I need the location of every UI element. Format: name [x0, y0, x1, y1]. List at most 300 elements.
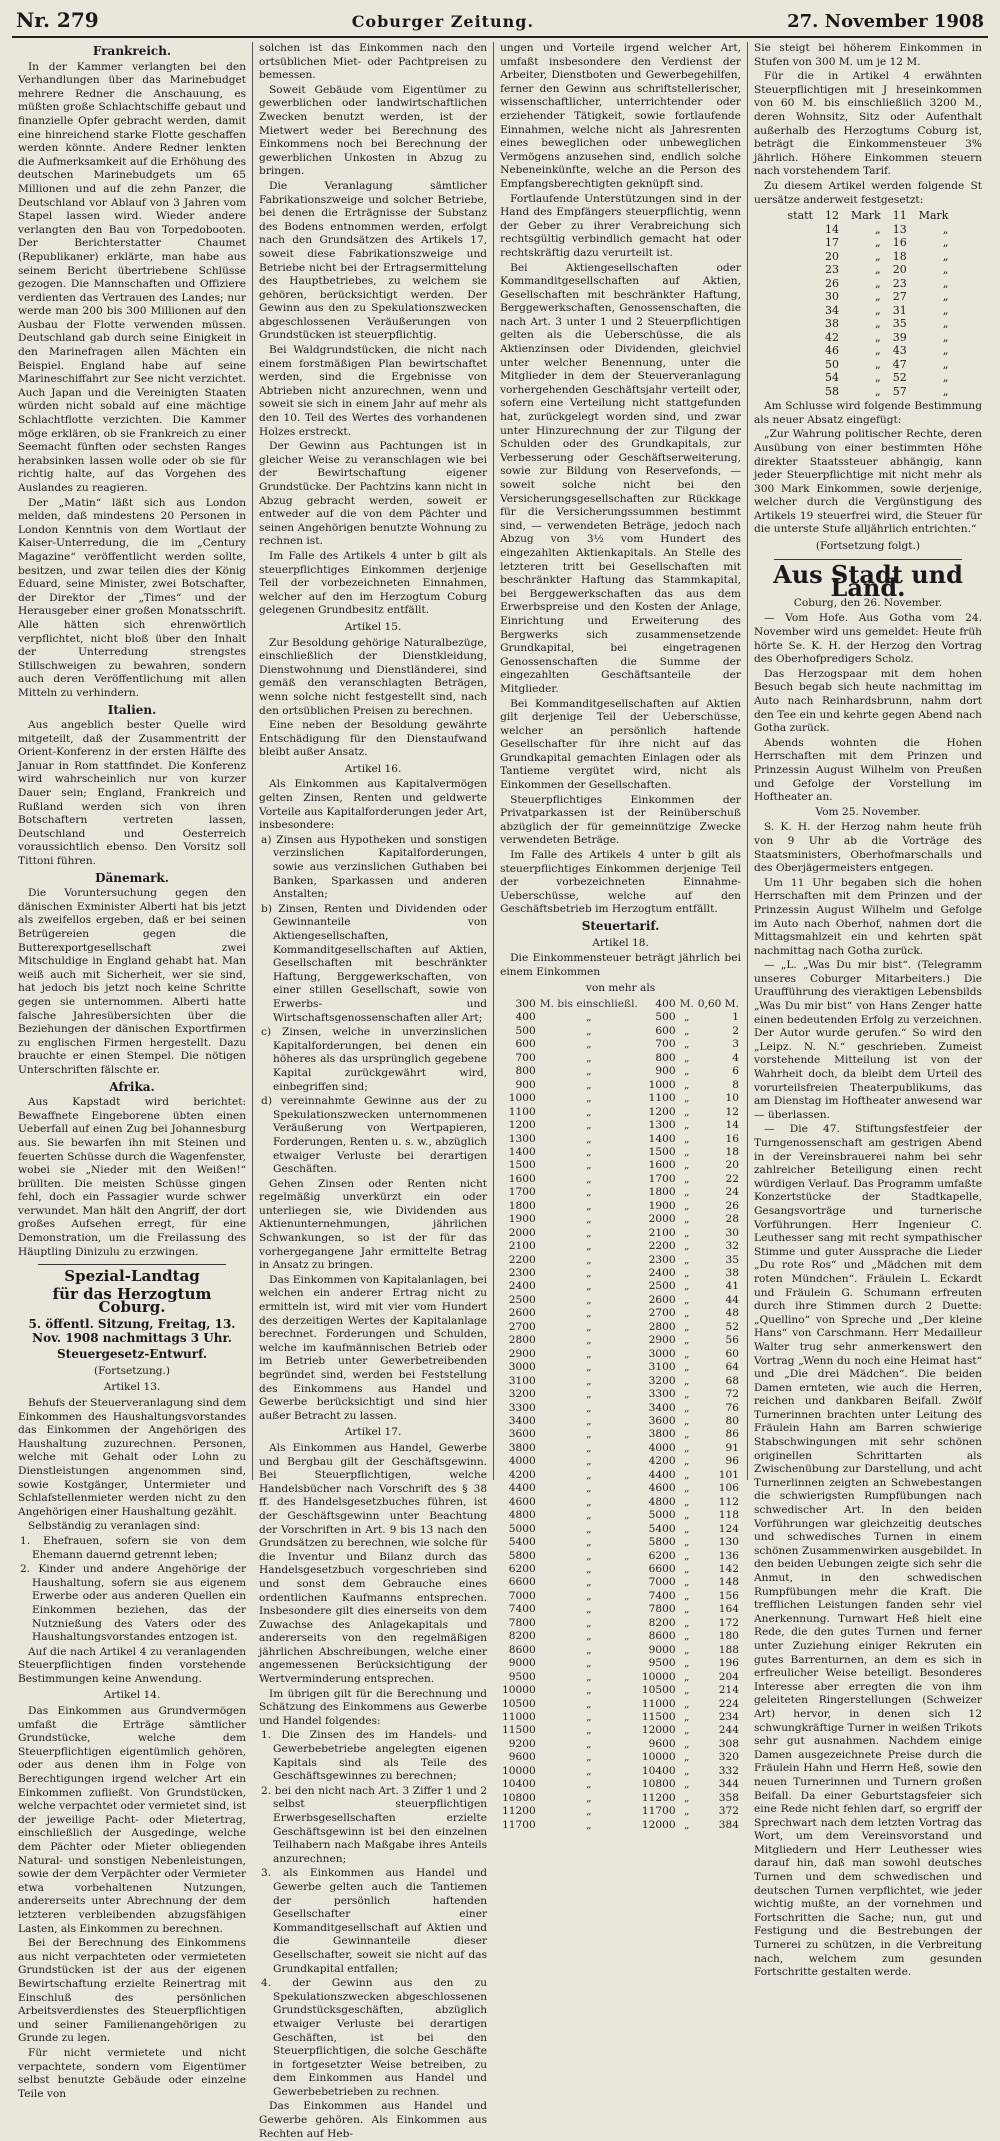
tariff-unit: „: [683, 1657, 690, 1670]
list-item: 1. Die Zinsen des im Handels- und Gewerbebetriebe angelegten eigenen Kapitals sind als Teile des Geschäftsgewinnes zu berechnen;: [261, 1729, 488, 1783]
tariff-to: 4800: [648, 1495, 676, 1508]
list-item: 2. Kinder und andere Angehörige der Haushaltung, sofern sie aus eigenem Erwerbe oder aus anderen Quellen ein Einkommen beziehen, das der Nutznießung des Vaters oder des Haushaltungsvorstandes entzogen ist.: [20, 1563, 247, 1644]
tariff-unit: „: [683, 1078, 690, 1091]
paragraph: Für nicht vermietete und nicht verpachtete, sondern vom Eigentümer selbst benutzte Gebäude oder einzelne Teile von: [18, 2046, 247, 2100]
paragraph: Fortlaufende Unterstützungen sind in der Hand des Empfängers steuerpflichtig, wenn der Geber zu ihrer Verabreichung sich rechtsgültig verbindlich gemacht hat oder rechtskräftig dazu verurteilt ist.: [500, 192, 741, 259]
tariff-from: 10800: [502, 1791, 536, 1804]
tariff-to: 2200: [648, 1240, 676, 1253]
tariff-from: 3100: [508, 1374, 536, 1387]
tariff-unit: „: [683, 1213, 690, 1226]
tariff-to: 4600: [648, 1482, 676, 1495]
rates-table: [782, 209, 955, 398]
tariff-unit: „: [586, 1320, 592, 1333]
rates-row: [782, 304, 955, 318]
tariff-unit: „: [683, 1670, 690, 1683]
tariff-to: 6600: [648, 1563, 676, 1575]
tariff-to: 2300: [648, 1253, 676, 1266]
tariff-to: 1800: [648, 1186, 676, 1199]
rates-unit: „: [875, 276, 881, 290]
rates-label: statt: [787, 209, 813, 223]
tariff-from: 3000: [508, 1361, 536, 1374]
rates-label: [782, 250, 819, 264]
tariff-from: 2000: [508, 1226, 536, 1239]
rates-old: 12: [824, 209, 839, 223]
tariff-unit: „: [586, 1751, 592, 1764]
column-3: [494, 42, 748, 1831]
tariff-from: 1300: [508, 1132, 536, 1145]
tariff-unit: „: [586, 1119, 592, 1132]
rates-unit: „: [875, 249, 881, 263]
paragraph: Das Einkommen aus Handel und Gewerbe gehören. Als Einkommen aus Rechten auf Heb-: [259, 2100, 488, 2140]
tariff-unit: „: [683, 1468, 690, 1481]
paragraph: Das Einkommen aus Grundvermögen umfaßt die Erträge sämtlicher Grundstücke, welche dem Steuerpflichtigen eigentümlich gehören, oder aus denen ihm in Folge von Berechtigungen irgend welcher Art ein Einkommen zufließt. Von Grundstücken, welche verpachtet oder vermietet sind, ist der jeweilige Pacht- oder Mietertrag, einschließlich der Ausgedinge, welche dem Pächter oder Mieter obliegenden Natural- und sonstigen Nebenleistungen, sowie der dem Verpächter oder Vermieter etwa vorbehaltenen Nutzungen, andererseits unter Abrechnung der dem letzteren verbleibenden abzugsfähigen Lasten, als Einkommen zu berechnen.: [18, 1705, 247, 1935]
tariff-unit: „: [683, 1428, 690, 1441]
tariff-unit: „: [683, 1011, 690, 1024]
rates-old: 14: [824, 222, 839, 236]
tariff-row: [500, 1079, 741, 1092]
tariff-from: 300: [515, 997, 536, 1010]
tariff-row: [500, 1173, 741, 1186]
tariff-row: [500, 1348, 741, 1361]
heading-daenemark: Dänemark.: [95, 870, 169, 885]
tariff-tax: 18: [725, 1145, 739, 1158]
rates-label: [782, 385, 819, 399]
tariff-unit: „: [586, 1643, 592, 1656]
tariff-row: [500, 1186, 741, 1199]
paragraph: solchen ist das Einkommen nach den ortsüblichen Miet- oder Pachtpreisen zu bemessen.: [259, 42, 488, 82]
tariff-tax: 32: [725, 1240, 739, 1253]
rates-unit: „: [875, 303, 881, 317]
rates-unit: „: [942, 249, 949, 263]
rates-label: [782, 304, 819, 318]
rates-row: [782, 358, 955, 372]
tariff-tax: 320: [718, 1751, 739, 1764]
tariff-tax: 41: [725, 1280, 739, 1293]
tariff-unit: „: [586, 1441, 592, 1454]
tariff-unit: „: [586, 1482, 592, 1495]
tariff-tax: 204: [718, 1670, 739, 1683]
tariff-unit: „: [586, 1374, 592, 1387]
tariff-from: 2800: [508, 1334, 536, 1347]
paragraph: Das Einkommen von Kapitalanlagen, bei welchen ein anderer Ertrag nicht zu ermitteln ist, wird mit vier vom Hundert des derzeitigen Wertes der Kapitalanlage berechnet. Forderungen und Schulden, welche im kaufmännischen Betrieb oder im Betrieb unter Gewerbetreibenden begründet sind, werden bei Feststellung des Einkommens aus Handel und Gewerbe berücksichtigt und sind hier außer Betracht zu lassen.: [259, 1273, 488, 1422]
rates-unit: „: [942, 222, 949, 236]
tariff-row: [500, 1455, 741, 1468]
tariff-to: 10000: [641, 1670, 676, 1683]
tariff-unit: „: [586, 1630, 592, 1643]
tariff-tax: 35: [725, 1253, 739, 1266]
rates-row: [782, 385, 955, 399]
tariff-to: 2900: [648, 1334, 676, 1347]
tariff-tax: 30: [725, 1226, 739, 1239]
tariff-to: 400: [655, 997, 676, 1010]
tariff-from: 3200: [508, 1388, 536, 1401]
tariff-unit: „: [683, 1401, 690, 1414]
rates-label: [782, 277, 819, 291]
tariff-unit: „: [683, 1710, 690, 1723]
tariff-to: 4400: [648, 1468, 676, 1481]
tariff-row: [500, 1751, 741, 1764]
tariff-unit: „: [683, 1509, 690, 1522]
tariff-from: 2700: [508, 1320, 536, 1333]
tariff-tax: 124: [718, 1522, 739, 1535]
tariff-unit: „: [683, 1536, 690, 1549]
tariff-unit: „: [683, 1361, 690, 1374]
paragraph: Bei Aktiengesellschaften oder Kommanditgesellschaften auf Aktien, Gesellschaften mit beschränkter Haftung, Berggewerkschaften, Genossenschaften, die nach Art. 3 unter 1 und 2 Steuerpflichtigen gelten als die Ueberschüsse, die als Aktienzinsen oder Dividenden, gleichviel unter welcher Benennung, unter die Mitglieder in dem der Steuerveranlagung vorhergehenden Geschäftsjahr verteilt oder, sofern eine Verteilung nicht stattgefunden hat, zurückgelegt worden sind, und zwar unter Hinzurechnung der zur Tilgung der Schulden oder des Grundkapitals, zur Verbesserung oder Geschäftserweiterung, sowie zur Bildung von Reservefonds, — soweit solche nicht bei den Versicherungsgesellschaften zur Rückkage für die Versicherungssummen bestimmt sind, — verwendeten Beträge, jedoch nach Abzug von 3½ vom Hundert des eingezahlten Aktienkapitals. An Stelle des letzteren tritt bei Gesellschaften mit beschränkter Haftung das Stammkapital, bei Berggewerkschaften das aus dem Erwerbspreise und den Kosten der Anlage, Einrichtung und Erweiterung des Bergwerks sich zusammensetzende Grundkapital, bei eingetragenen Genossenschaften die Summe der eingezahlten Geschäftsanteile der Mitglieder.: [500, 261, 741, 695]
paragraph: Der Gewinn aus Pachtungen ist in gleicher Weise zu veranschlagen wie bei der Bewirtschaftung eigener Grundstücke. Der Pachtzins kann nicht in Abzug gebracht werden, soweit er entweder auf die von dem Pächter und seinen Angehörigen benutzte Wohnung zu rechnen ist.: [259, 440, 488, 548]
tariff-unit: „: [586, 1536, 592, 1549]
tariff-unit: „: [586, 1455, 592, 1468]
tariff-unit: „: [683, 1482, 690, 1495]
tariff-unit: „: [683, 1415, 690, 1428]
tariff-from: 2300: [508, 1267, 536, 1280]
tariff-to: 1100: [648, 1092, 676, 1105]
tariff-from: 1100: [508, 1105, 536, 1118]
tariff-unit: „: [683, 1320, 690, 1333]
paragraph: Eine neben der Besoldung gewährte Entschädigung für den Dienstaufwand bleibt außer Ansatz.: [259, 719, 488, 759]
paragraph: Aus angeblich bester Quelle wird mitgeteilt, daß der Zusammentritt der Orient-Konferenz in der ersten Hälfte des Januar in Rom stattfindet. Die Konferenz wird wahrscheinlich nur von kurzer Dauer sein; England, Frankreich und Rußland werden sich von ihren Botschaftern vertreten lassen, Deutschland und Oesterreich voraussichtlich ebenso. Den Vorsitz soll Tittoni führen.: [18, 719, 247, 868]
rates-old: 38: [824, 317, 839, 331]
continuation-note: (Fortsetzung folgt.): [815, 540, 921, 553]
masthead: [12, 8, 988, 38]
tariff-row: [500, 1254, 741, 1267]
landtag-subtitle: für das Herzogtum Coburg.: [52, 1284, 212, 1317]
tariff-unit: „: [683, 1630, 690, 1643]
tariff-row: [500, 1523, 741, 1536]
tariff-to: 5400: [648, 1522, 676, 1535]
tariff-row: [500, 1698, 741, 1711]
tariff-row: [500, 1428, 741, 1441]
rates-old: 26: [824, 276, 839, 290]
tariff-row: [500, 1819, 741, 1832]
tariff-tax: 3: [732, 1038, 739, 1051]
tariff-row: [500, 1240, 741, 1253]
tariff-from: 5000: [508, 1522, 536, 1535]
tariff-unit: „: [586, 1549, 592, 1562]
tariff-from: 4400: [508, 1482, 536, 1495]
paragraph: ungen und Vorteile irgend welcher Art, umfaßt insbesondere den Verdienst der Arbeiter, Dienstboten und Gewerbegehilfen, ferner den Gewinn aus schriftstellerischer, wissenschaftlicher, unterrichtender oder erziehender Tätigkeit, sowie fortlaufende Einnahmen, welche nicht als Jahresrenten eines beweglichen oder unbeweglichen Vermögens anzusehen sind, endlich solche Nebeneinkünfte, welche an die Person des Empfangsberechtigten geknüpft sind.: [500, 42, 741, 190]
tariff-unit: „: [683, 1818, 690, 1831]
tariff-unit: „: [586, 1791, 592, 1804]
tariff-unit: „: [586, 1267, 592, 1280]
rates-unit: „: [875, 236, 881, 250]
tariff-tax: 384: [718, 1818, 739, 1831]
tariff-row: [500, 1334, 741, 1347]
tariff-tax: 24: [725, 1186, 739, 1199]
tariff-tax: 130: [718, 1536, 739, 1549]
tariff-from: 800: [515, 1065, 536, 1078]
tariff-header: von mehr als: [585, 982, 656, 995]
tariff-tax: 80: [725, 1415, 739, 1428]
tariff-unit: „: [683, 1119, 690, 1132]
tariff-row: [500, 1200, 741, 1213]
rates-new: 47: [892, 357, 907, 371]
tariff-tax: 72: [725, 1388, 739, 1401]
paragraph: Im Falle des Artikels 4 unter b gilt als steuerpflichtiges Einkommen derjenige Teil der vorbezeichneten Einnahme-Ueberschüsse, welche auf den Geschäftsbetrieb im Herzogtum entfällt.: [500, 849, 741, 916]
tariff-unit: „: [683, 1186, 690, 1199]
tariff-to: 3200: [648, 1374, 676, 1387]
tariff-tax: 28: [725, 1213, 739, 1226]
rates-new: 31: [892, 303, 907, 317]
rates-unit: „: [942, 330, 949, 344]
tariff-to: 900: [655, 1065, 676, 1078]
paragraph: — Die 47. Stiftungsfestfeier der Turngenossenschaft am gestrigen Abend in der Vereinsbrauerei nahm bei sehr zahlreicher Beteiligung einen recht würdigen Verlauf. Das Programm umfaßte Konzertstücke der Stadtkapelle, Gesangsvorträge und turnerische Vorführungen. Herr Ingenieur C. Leuthesser sang mit recht sympathischer Stimme und guter Aussprache die Lieder „Du rote Ros“ und „Mädchen mit dem roten Mündchen“. Fräulein L. Eckardt und Fräulein G. Schumann erfreuten durch ihre Stimmen durch 2 Duette: „Quellino“ von Spreche und „Der kleine Hans“ von Carschmann. Herr Medailleur Walter trug sehr anmerkenswert den Vortrag „Wenn du noch eine Heimat hast“ und „Die drei Mädchen“. Die beiden Damen ernteten, wie auch die Herren, reichen und dankbaren Beifall. Zwölf Turnerinnen brachten unter Leitung des Fräulein Hahn am Barren schwierige Stabschwingungen mit sehr schönen originellen Schrittarten als Zwischenübung zur Darstellung, und acht Turnerlinnen zeigten an Schwebestangen die schwierigsten Rumpfübungen nach schwedischer Art. In den beiden Vorführungen war gleichzeitig deutsches und schwedisches Turnen in einem schönen Zusammenwirken ausgebildet. In den beiden Uebungen zeigte sich sehr die Anmut, in den schwedischen Rumpfübungen mehr die Kraft. Die trefflichen Leistungen fanden sehr viel Anerkennung. Turnwart Heß hielt eine Rede, die den gutes Turnen und ferner unter Zuziehung einiger Rekruten ein gutes Barrenturnen, an dem es sich in erfreulicher Weise beteiligt. Besonderes Interesse aber erregten die von ihm geleiteten Ringerstellungen (Schweizer Art) hervor, in denen sich 12 schwungkräftige Turner in weißen Trikots sehr gut ausnahmen. Nachdem einige Damen ausgezeichnete Preise durch die Fräulein Hahn und Herrn Heß, sowie den neuen Turnerinnen und Turnern großen Beifall. Da einer Geburtstagsfeier sich eine Rede nicht fehlen darf, so ergriff der Sprechwart nach dem letzten Vortrag das Wort, um dem Vereinsvorstand und Mitgliedern und Herr Leuthesser wies darauf hin, daß man sowohl deutsches Turnen und dem schwedischen und deutschen Turnen verpflichtet, wie jeder wichtig mußte, an der vornehmen und Fortschritten die Sache; nun, gut und Festigung und die Bestrebungen der Turnerei zu schützen, in die Verbreitung nach, welchem zum gesunden Fortschritte gestalten werde.: [753, 1123, 982, 1979]
rates-label: [782, 344, 819, 358]
tariff-unit: „: [586, 1684, 592, 1697]
rates-label: [782, 223, 819, 237]
tariff-to: 11500: [641, 1710, 676, 1723]
paragraph: Das Herzogspaar mit dem hohen Besuch begab sich heute nachmittag im Auto nach Reinhardsbrunn, nahm dort den Tee ein und kehrte gegen Abend nach Gotha zurück.: [753, 667, 982, 735]
tariff-from: 1800: [508, 1199, 536, 1212]
rates-unit: „: [942, 357, 949, 371]
local-news-title: Aus Stadt und Land.: [773, 559, 963, 603]
tariff-from: 2500: [508, 1293, 536, 1306]
tariff-from: 10400: [502, 1778, 536, 1791]
rates-old: 50: [824, 357, 839, 371]
tariff-tax: 214: [718, 1684, 739, 1697]
tariff-tax: 64: [725, 1361, 739, 1374]
paragraph: Aus Kapstadt wird berichtet: Bewaffnete Eingeborene übten einen Ueberfall auf einen Zug bei Johannesburg aus. Sie bewarfen ihn mit Steinen und feuerten Schüsse durch die Wagenfenster, wobei sie „Nieder mit den Weißen!“ brüllten. Die meisten Schüsse gingen fehl, doch ein Passagier wurde schwer verwundet. Man hält den Angriff, der dort großes Aufsehen erregt, für eine Demonstration, um die Freilassung des Häuptling Dinizulu zu erzwingen.: [18, 1096, 247, 1258]
tariff-unit: „: [586, 1105, 592, 1118]
tariff-row: [500, 1711, 741, 1724]
tariff-to: 5000: [648, 1509, 676, 1522]
tariff-to: 7400: [648, 1589, 676, 1602]
tariff-tax: 6: [732, 1065, 739, 1078]
tariff-from: 1400: [508, 1145, 536, 1158]
tariff-row: [500, 1805, 741, 1818]
tariff-from: 8200: [508, 1630, 536, 1643]
tariff-unit: „: [586, 1603, 592, 1616]
tariff-unit: „: [683, 1724, 690, 1737]
tariff-row: [500, 1563, 741, 1576]
tariff-row: [500, 1590, 741, 1603]
tariff-unit: „: [683, 1347, 690, 1360]
landtag-session: 5. öffentl. Sitzung, Freitag, 13. Nov. 1908 nachmittags 3 Uhr.: [28, 1317, 236, 1345]
heading-afrika: Afrika.: [109, 1079, 155, 1094]
tariff-from: 10000: [502, 1764, 536, 1777]
tariff-unit: „: [683, 1576, 690, 1589]
rates-unit: „: [942, 276, 949, 290]
tariff-from: 11700: [502, 1818, 536, 1831]
tariff-to: 10500: [641, 1684, 676, 1697]
tariff-unit: „: [683, 1603, 690, 1616]
tariff-to: 600: [655, 1024, 676, 1037]
tariff-unit: „: [683, 1199, 690, 1212]
tariff-tax: 180: [718, 1630, 739, 1643]
tariff-from: 1600: [508, 1172, 536, 1185]
rates-new: 20: [892, 263, 907, 277]
paragraph: Im übrigen gilt für die Berechnung und Schätzung des Einkommens aus Gewerbe und Handel folgendes:: [259, 1687, 488, 1727]
divider: [38, 1264, 226, 1265]
tariff-to: 4200: [648, 1455, 676, 1468]
tariff-tax: 16: [725, 1132, 739, 1145]
tariff-to: 2600: [648, 1293, 676, 1306]
tariff-unit: „: [586, 1805, 592, 1818]
tariff-row: [500, 1294, 741, 1307]
tariff-unit: „: [683, 1038, 690, 1051]
tariff-to: 12000: [641, 1724, 676, 1737]
tariff-unit: „: [586, 1428, 592, 1441]
rates-new: 23: [892, 276, 907, 290]
tariff-unit: „: [586, 1778, 592, 1791]
tariff-unit: M.: [679, 997, 694, 1010]
paragraph: — Vom Hofe. Aus Gotha vom 24. November wird uns gemeldet: Heute früh hörte Se. K. H. der Herzog den Vortrag des Oberhofpredigers Scholz.: [753, 612, 982, 666]
tariff-to: 3600: [648, 1415, 676, 1428]
tariff-to: 2500: [648, 1280, 676, 1293]
tariff-unit: „: [683, 1441, 690, 1454]
tariff-unit: „: [586, 1616, 592, 1629]
tariff-from: 4000: [508, 1455, 536, 1468]
tariff-from: 900: [515, 1078, 536, 1091]
tariff-to: 1500: [648, 1145, 676, 1158]
tariff-from: 1700: [508, 1186, 536, 1199]
tariff-row: [500, 1415, 741, 1428]
tariff-tax: 358: [718, 1791, 739, 1804]
tariff-to: 500: [655, 1011, 676, 1024]
rates-unit: „: [875, 371, 881, 385]
column-1: [12, 42, 253, 2100]
tariff-to: 3300: [648, 1388, 676, 1401]
tariff-unit: „: [586, 1670, 592, 1683]
tariff-to: 1300: [648, 1119, 676, 1132]
tariff-to: 5800: [648, 1536, 676, 1549]
tariff-unit: „: [586, 1226, 592, 1239]
tariff-from: 2100: [508, 1240, 536, 1253]
tariff-row: [500, 1617, 741, 1630]
tariff-row: [500, 1038, 741, 1051]
tariff-row: [500, 1280, 741, 1293]
tariff-unit: „: [683, 1105, 690, 1118]
tariff-unit: „: [683, 1159, 690, 1172]
rates-label: [782, 290, 819, 304]
tariff-row: [500, 1442, 741, 1455]
tariff-from: 9000: [508, 1657, 536, 1670]
rates-old: 23: [824, 263, 839, 277]
paragraph: Als Einkommen aus Kapitalvermögen gelten Zinsen, Renten und geldwerte Vorteile aus Kapitalforderungen jeder Art, insbesondere:: [259, 778, 488, 832]
tariff-row: [500, 1213, 741, 1226]
tariff-row: [500, 1267, 741, 1280]
tariff-unit: „: [683, 1267, 690, 1280]
paragraph: Bei Kommanditgesellschaften auf Aktien gilt derjenige Teil der Ueberschüsse, welcher an persönlich haftende Gesellschafter für ihre nicht auf das Grundkapital gemachten Einlagen oder als Tantieme vergütet wird, nicht als Einkommen der Gesellschaften.: [500, 697, 741, 792]
tariff-unit: „: [586, 1361, 592, 1374]
tariff-from: 700: [515, 1051, 536, 1064]
tariff-unit: „: [586, 1334, 592, 1347]
tariff-row: [500, 1402, 741, 1415]
rates-old: 34: [824, 303, 839, 317]
tariff-tax: 156: [718, 1589, 739, 1602]
rates-new: 16: [892, 236, 907, 250]
tariff-tax: 172: [718, 1616, 739, 1629]
rates-label: [782, 358, 819, 372]
tariff-row: [500, 1133, 741, 1146]
tariff-tax: 44: [725, 1293, 739, 1306]
tariff-to: 1600: [648, 1159, 676, 1172]
tariff-from: 9600: [508, 1751, 536, 1764]
tariff-row: [500, 1469, 741, 1482]
tariff-tax: 372: [718, 1805, 739, 1818]
tariff-tax: 196: [718, 1657, 739, 1670]
paragraph: Der „Matin“ läßt sich aus London melden, daß mindestens 20 Personen in London Kenntnis von dem Wortlaut der Kaiser-Unterredung, die im „Century Magazine“ veröffentlicht werden sollte, besitzen, und zwar teilen dies der König Eduard, seine Minister, zwei Botschafter, der Direktor der „Times“ und der Herausgeber einer großen Monatsschrift. Alle hätten sich ehrenwörtlich verpflichtet, nicht bloß über den Inhalt der Unterredung strengstes Stillschweigen zu bewahren, sondern auch deren Veröffentlichung mit allen Mitteln zu verhindern.: [18, 496, 247, 699]
tariff-unit: „: [586, 1213, 592, 1226]
tariff-unit: „: [683, 1751, 690, 1764]
tariff-from: 3800: [508, 1441, 536, 1454]
tariff-unit: „: [683, 1549, 690, 1562]
tariff-unit: „: [586, 1724, 592, 1737]
tariff-unit: „: [683, 1563, 690, 1575]
tariff-to: 2400: [648, 1267, 676, 1280]
tariff-unit: „: [586, 1737, 592, 1750]
tariff-unit: „: [586, 1011, 592, 1024]
tariff-unit: „: [586, 1240, 592, 1253]
rates-new: 57: [892, 384, 907, 398]
tariff-unit: „: [586, 1818, 592, 1831]
rates-new: 39: [892, 330, 907, 344]
tariff-to: 8600: [648, 1630, 676, 1643]
tariff-to: 11200: [641, 1791, 676, 1804]
tariff-tax: 22: [725, 1172, 739, 1185]
tariff-unit: „: [586, 1710, 592, 1723]
tariff-unit: „: [586, 1132, 592, 1145]
rates-row: [782, 263, 955, 277]
tariff-tax: 224: [718, 1697, 739, 1710]
paragraph: Um 11 Uhr begaben sich die hohen Herrschaften mit dem Prinzen und der Prinzessin August Wilhelm und Gefolge im Auto nach Oberhof, nahmen dort die Mittagsmahlzeit ein und kehrten spät nachmittag nach Gotha zurück.: [753, 876, 982, 957]
tariff-row: [500, 1509, 741, 1522]
rates-new: 18: [892, 249, 907, 263]
rates-row: [782, 223, 955, 237]
paragraph: Steuerpflichtiges Einkommen der Privatparkassen ist der Reinüberschuß abzüglich der für gemeinnützige Zwecke verwendeten Beträge.: [500, 793, 741, 847]
tariff-unit: „: [586, 1307, 592, 1320]
tariff-row: [500, 1092, 741, 1105]
tariff-to: 1000: [648, 1078, 676, 1091]
tariff-row: [500, 1146, 741, 1159]
tariff-tax: 308: [718, 1737, 739, 1750]
rates-unit: Mark: [918, 209, 949, 223]
tariff-unit: „: [586, 1522, 592, 1535]
list-item: c) Zinsen, welche in unverzinslichen Kapitalforderungen, bei denen ein höheres als das ursprünglich gegebene Kapital zurückgewährt wird, einbegriffen sind;: [261, 1026, 488, 1093]
tariff-unit: „: [683, 1240, 690, 1253]
paragraph: Behufs der Steuerveranlagung sind dem Einkommen des Haushaltungsvorstandes das Einkommen der Angehörigen des Haushaltung zuzurechnen. Personen, welche mit Gehalt oder Lohn zu Dienstleistungen angenommen sind, sowie Kostgänger, Untermieter und Schlafstellenmieter werden nicht zu den Angehörigen einer Haushaltung gezählt.: [18, 1397, 247, 1518]
paragraph: Am Schlusse wird folgende Bestimmung als neuer Absatz eingefügt:: [753, 400, 982, 426]
rates-label: [782, 331, 819, 345]
rates-new: 35: [892, 317, 907, 331]
paragraph: Die Einkommensteuer beträgt jährlich bei einem Einkommen: [500, 952, 741, 978]
tariff-row: [500, 1671, 741, 1684]
tariff-from: 3400: [508, 1415, 536, 1428]
tariff-unit: „: [586, 1657, 592, 1670]
tariff-unit: „: [683, 1092, 690, 1105]
rates-old: 20: [824, 249, 839, 263]
tariff-from: 11000: [502, 1710, 536, 1723]
tariff-row: [500, 1724, 741, 1737]
tariff-tax: 12: [725, 1105, 739, 1118]
tariff-unit: „: [586, 1293, 592, 1306]
tariff-tax: 148: [718, 1576, 739, 1589]
rates-row: [782, 331, 955, 345]
rates-unit: „: [942, 344, 949, 358]
tariff-from: 9200: [508, 1737, 536, 1750]
tariff-tax: 0,60 M.: [697, 997, 739, 1010]
list-item: a) Zinsen aus Hypotheken und sonstigen verzinslichen Kapitalforderungen, sowie aus verzinslichen Guthaben bei Banken, Sparkassen und anderen Anstalten;: [261, 833, 488, 901]
rates-unit: „: [875, 344, 881, 358]
tariff-to: 9000: [648, 1643, 676, 1656]
tariff-to: 9500: [648, 1657, 676, 1670]
rates-row: [782, 317, 955, 331]
tariff-unit: M. bis einschließl.: [539, 997, 638, 1010]
column-4: [748, 42, 988, 1979]
tariff-row: [500, 1361, 741, 1374]
tariff-tax: 101: [718, 1468, 739, 1481]
tariff-unit: „: [683, 1388, 690, 1401]
tariff-tax: 96: [725, 1455, 739, 1468]
